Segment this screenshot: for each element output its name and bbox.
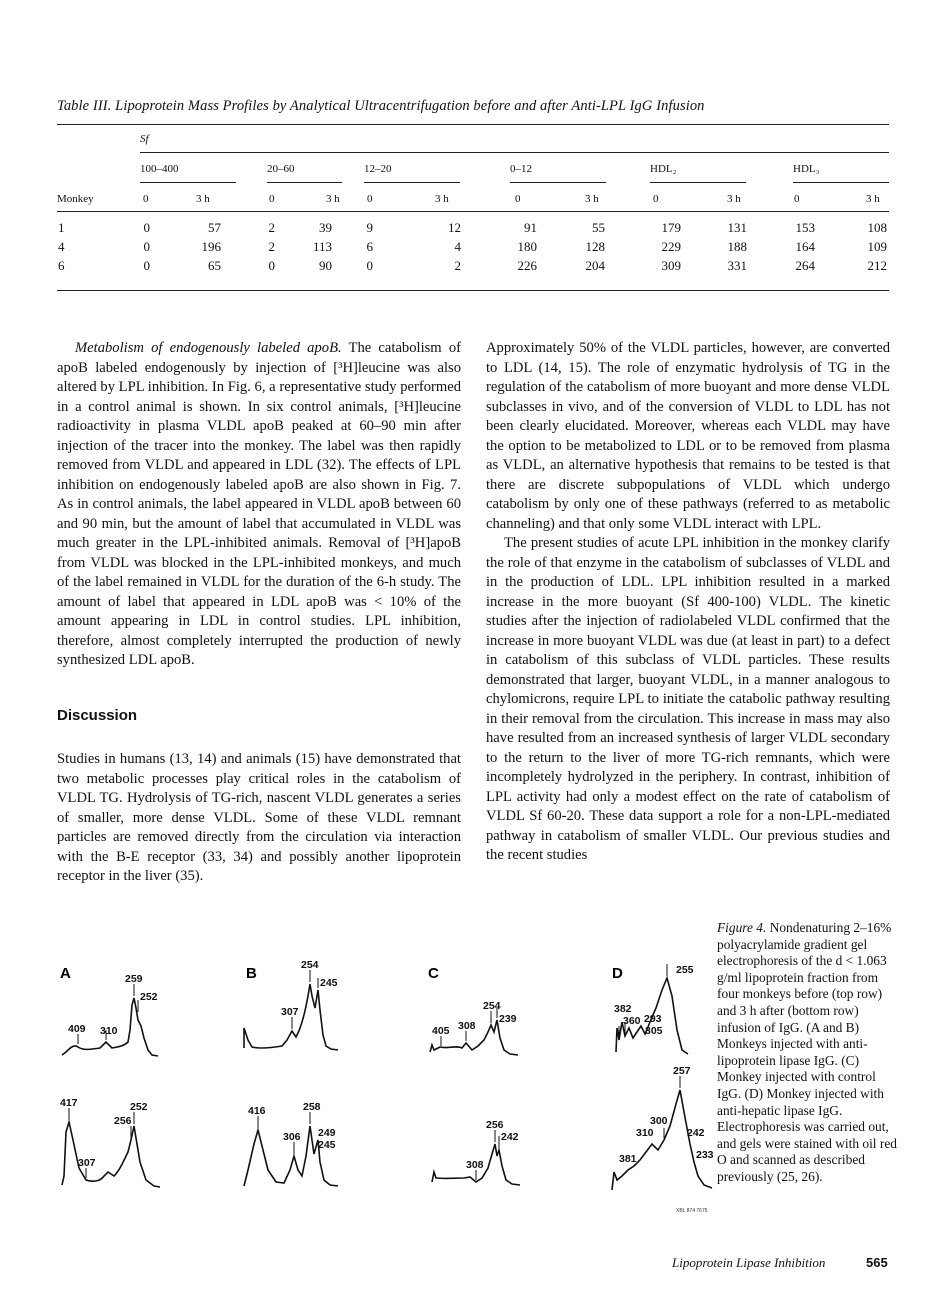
sf-group-header: 20–60 bbox=[267, 163, 295, 175]
peak-label: 252 bbox=[140, 991, 158, 1003]
table-cell: 91 bbox=[524, 220, 537, 235]
negative-number: XBL 874 7675 bbox=[676, 1208, 708, 1214]
table-cell: 229 bbox=[661, 239, 681, 254]
peak-label: 242 bbox=[501, 1131, 519, 1143]
sf-group-rule bbox=[364, 182, 460, 183]
table-cell: 196 bbox=[201, 239, 221, 254]
sf-group-header: 0–12 bbox=[510, 163, 532, 175]
peak-label: 245 bbox=[318, 1139, 336, 1151]
peak-label: 239 bbox=[499, 1013, 517, 1025]
sf-group-rule bbox=[793, 182, 889, 183]
peak-label: 300 bbox=[650, 1115, 668, 1127]
peak-label: 416 bbox=[248, 1105, 266, 1117]
right-column bbox=[486, 339, 890, 866]
table-cell: 180 bbox=[517, 239, 537, 254]
time-header: 0 bbox=[367, 193, 373, 205]
time-header: 3 h bbox=[196, 193, 210, 205]
table-cell: 331 bbox=[727, 258, 747, 273]
sf-group-rule bbox=[650, 182, 746, 183]
panel-letter-b: B bbox=[246, 965, 257, 982]
peak-label: 256 bbox=[486, 1119, 504, 1131]
panel-letter-d: D bbox=[612, 965, 623, 982]
peak-tick-marks bbox=[69, 964, 680, 1180]
table-cell: 264 bbox=[795, 258, 815, 273]
peak-label: 306 bbox=[283, 1131, 301, 1143]
monkey-header: Monkey bbox=[57, 193, 94, 205]
peak-label: 259 bbox=[125, 973, 143, 985]
sf-label: Sf bbox=[140, 133, 149, 145]
table-cell: 0 bbox=[366, 258, 373, 273]
peak-label: 308 bbox=[466, 1159, 484, 1171]
peak-label: 233 bbox=[696, 1149, 714, 1161]
figure-4 bbox=[0, 900, 715, 1220]
monkey-id: 1 bbox=[58, 220, 65, 235]
table-cell: 2 bbox=[454, 258, 461, 273]
peak-label: 405 bbox=[432, 1025, 450, 1037]
peak-label: 308 bbox=[458, 1020, 476, 1032]
sf-group-rule bbox=[140, 182, 236, 183]
time-header: 3 h bbox=[326, 193, 340, 205]
monkey-id: 6 bbox=[58, 258, 65, 273]
discussion-paragraph: Studies in humans (13, 14) and animals (15) have demonstrated that two metabolic processes play critical roles in the catabolism of VLDL TG. Hydrolysis of TG-rich, nascent VLDL generates a series of smaller, more dense VLDL. Some of these VLDL remnant particles are removed directly from the circulation via interaction with the B-E receptor (33, 34) and possibly another lipoprotein receptor in the liver (35). bbox=[57, 751, 461, 884]
time-header: 0 bbox=[269, 193, 275, 205]
sf-group-header: 12–20 bbox=[364, 163, 392, 175]
peak-label: 242 bbox=[687, 1127, 705, 1139]
figure-caption bbox=[717, 920, 897, 1186]
peak-label: 307 bbox=[78, 1157, 96, 1169]
table-cell: 4 bbox=[454, 239, 461, 254]
table-header-rule bbox=[57, 211, 889, 212]
time-header: 3 h bbox=[866, 193, 880, 205]
peak-label: 382 bbox=[614, 1003, 632, 1015]
peak-label: 293 bbox=[644, 1013, 662, 1025]
figure-caption-lead: Figure 4. bbox=[717, 920, 767, 935]
right-paragraph-1: Approximately 50% of the VLDL particles, however, are converted to LDL (14, 15). The role of enzymatic hydrolysis of TG in the regulation of the catabolism of more buoyant and more dense VLDL subclasses in vivo, and of the conversion of VLDL to LDL has not been clearly elucidated. Moreover, whereas each VLDL may have the option to be metabolized to LDL or to be removed from plasma as VLDL, an alternative hypothesis that remains to be tested is that there are discrete subpopulations of VLDL which undergo catabolism by only one of these pathways (referred to as metabolic channeling) and that only some VLDL interact with LPL. bbox=[486, 340, 890, 532]
discussion-heading: Discussion bbox=[57, 707, 138, 724]
table-cell: 55 bbox=[592, 220, 605, 235]
metabolism-paragraph bbox=[57, 339, 461, 671]
sf-group-header: HDL₂ bbox=[650, 163, 677, 175]
time-header: 3 h bbox=[727, 193, 741, 205]
table-cell: 6 bbox=[366, 239, 373, 254]
table-top-rule bbox=[57, 124, 889, 125]
panel-letter-c: C bbox=[428, 965, 439, 982]
peak-label: 257 bbox=[673, 1065, 691, 1077]
time-header: 3 h bbox=[435, 193, 449, 205]
figure-caption-text: Nondenaturing 2–16% polyacrylamide gradient gel electrophoresis of the d < 1.063 g/ml lipoprotein fraction from four monkeys before (top row) and 3 h after (bottom row) infusion of IgG. (A and B) Monkeys injected with anti-lipoprotein lipase IgG. (C) Monkey injected with control IgG. (D) Monkey injected with anti-hepatic lipase IgG. Electrophoresis was carried out, and gels were stained with oil red O and scanned as described previously (25, 26). bbox=[717, 920, 897, 1184]
table-cell: 179 bbox=[661, 220, 681, 235]
table-cell: 204 bbox=[585, 258, 605, 273]
peak-label: 254 bbox=[301, 959, 319, 971]
peak-label: 360 bbox=[623, 1015, 641, 1027]
table-cell: 108 bbox=[867, 220, 887, 235]
table-cell: 65 bbox=[208, 258, 221, 273]
sf-group-rule bbox=[267, 182, 342, 183]
table-cell: 113 bbox=[312, 239, 332, 254]
discussion-column bbox=[57, 750, 461, 887]
table-cell: 0 bbox=[143, 258, 150, 273]
table-cell: 0 bbox=[268, 258, 275, 273]
peak-label: 409 bbox=[68, 1023, 86, 1035]
peak-label: 258 bbox=[303, 1101, 321, 1113]
left-column bbox=[57, 339, 461, 671]
time-header: 0 bbox=[515, 193, 521, 205]
table-cell: 153 bbox=[795, 220, 815, 235]
trace-a-after bbox=[62, 1122, 160, 1187]
table-cell: 226 bbox=[517, 258, 537, 273]
table-cell: 212 bbox=[867, 258, 887, 273]
table-cell: 57 bbox=[208, 220, 221, 235]
time-header: 0 bbox=[794, 193, 800, 205]
metabolism-lead: Metabolism of endogenously labeled apoB. bbox=[75, 340, 342, 356]
table-cell: 109 bbox=[867, 239, 887, 254]
table-cell: 90 bbox=[319, 258, 332, 273]
peak-label: 249 bbox=[318, 1127, 336, 1139]
peak-label: 252 bbox=[130, 1101, 148, 1113]
peak-label: 381 bbox=[619, 1153, 637, 1165]
sf-group-header: HDL₃ bbox=[793, 163, 820, 175]
sf-group-header: 100–400 bbox=[140, 163, 179, 175]
time-header: 0 bbox=[653, 193, 659, 205]
running-title: Lipoprotein Lipase Inhibition bbox=[672, 1255, 826, 1270]
table-cell: 9 bbox=[366, 220, 373, 235]
metabolism-body: The catabolism of apoB labeled endogenously by injection of [³H]leucine was also altered by LPL inhibition. In Fig. 6, a representative study performed in a control animal is shown. In six control animals, [³H]leucine radioactivity in plasma VLDL apoB peaked at 60–90 min after injection of the tracer into the monkey. The label was then rapidly removed from VLDL and appeared in LDL (32). The effects of LPL inhibition on endogenously labeled apoB are also shown in Fig. 7. As in control animals, the label appeared in VLDL apoB between 60 and 90 min, but the amount of label that accumulated in VLDL was much greater in the LPL-inhibited animals. Removal of [³H]apoB from VLDL was blocked in the LPL-inhibited monkeys, and much of the label remained in VLDL for the duration of the 6-h study. The amount of label that appeared in LDL apoB was < 10% of the amount appearing in LDL in control studies. LPL inhibition, therefore, almost completely interrupted the production of newly synthesized LDL apoB. bbox=[57, 340, 461, 668]
table-cell: 188 bbox=[727, 239, 747, 254]
table-cell: 2 bbox=[268, 239, 275, 254]
peak-label: 245 bbox=[320, 977, 338, 989]
monkey-id: 4 bbox=[58, 239, 65, 254]
table-cell: 131 bbox=[727, 220, 747, 235]
table-cell: 164 bbox=[795, 239, 815, 254]
table-cell: 39 bbox=[319, 220, 332, 235]
peak-label: 256 bbox=[114, 1115, 132, 1127]
peak-label: 417 bbox=[60, 1097, 78, 1109]
peak-label: 255 bbox=[676, 964, 694, 976]
page-number: 565 bbox=[866, 1255, 888, 1270]
peak-label: 310 bbox=[100, 1025, 118, 1037]
right-paragraph-2: The present studies of acute LPL inhibition in the monkey clarify the role of that enzyme in the catabolism of subclasses of VLDL and in the production of LDL. LPL inhibition resulted in a marked increase in the more buoyant (Sf 400-100) VLDL. The kinetic studies after the injection of radiolabeled VLDL confirmed that the increase in more buoyant VLDL was due (at least in part) to a defect in catabolism of this subclass of VLDL particles. These results demonstrated that larger, buoyant VLDL, in a manner analogous to chylomicrons, require LPL to initiate the catabolic pathway resulting in their removal from the circulation. This increase in mass may also have resulted from an increased synthesis of larger VLDL secondary to the return to the liver of more TG-rich remnants, which were incompletely hydrolyzed in the periphery. In contrast, inhibition of LPL activity had only a modest effect on the rate of catabolism of VLDL Sf 60-20. These data support a role for a non-LPL-mediated pathway in catabolism of smaller VLDL. Our previous studies and the recent studies bbox=[486, 535, 890, 863]
trace-d-after bbox=[612, 1090, 712, 1190]
table-cell: 309 bbox=[661, 258, 681, 273]
table-cell: 0 bbox=[143, 220, 150, 235]
table-cell: 2 bbox=[268, 220, 275, 235]
table-bottom-rule bbox=[57, 290, 889, 291]
table-cell: 128 bbox=[585, 239, 605, 254]
time-header: 0 bbox=[143, 193, 149, 205]
table-sf-rule bbox=[140, 152, 889, 153]
peak-label: 254 bbox=[483, 1000, 501, 1012]
time-header: 3 h bbox=[585, 193, 599, 205]
table-cell: 12 bbox=[448, 220, 461, 235]
panel-letter-a: A bbox=[60, 965, 71, 982]
peak-label: 307 bbox=[281, 1006, 299, 1018]
table-cell: 0 bbox=[143, 239, 150, 254]
sf-group-rule bbox=[510, 182, 606, 183]
peak-labels bbox=[60, 959, 714, 1171]
table-title: Table III. Lipoprotein Mass Profiles by Analytical Ultracentrifugation before and after Anti-LPL IgG Infusion bbox=[57, 98, 705, 114]
peak-label: 310 bbox=[636, 1127, 654, 1139]
peak-label: 305 bbox=[645, 1025, 663, 1037]
